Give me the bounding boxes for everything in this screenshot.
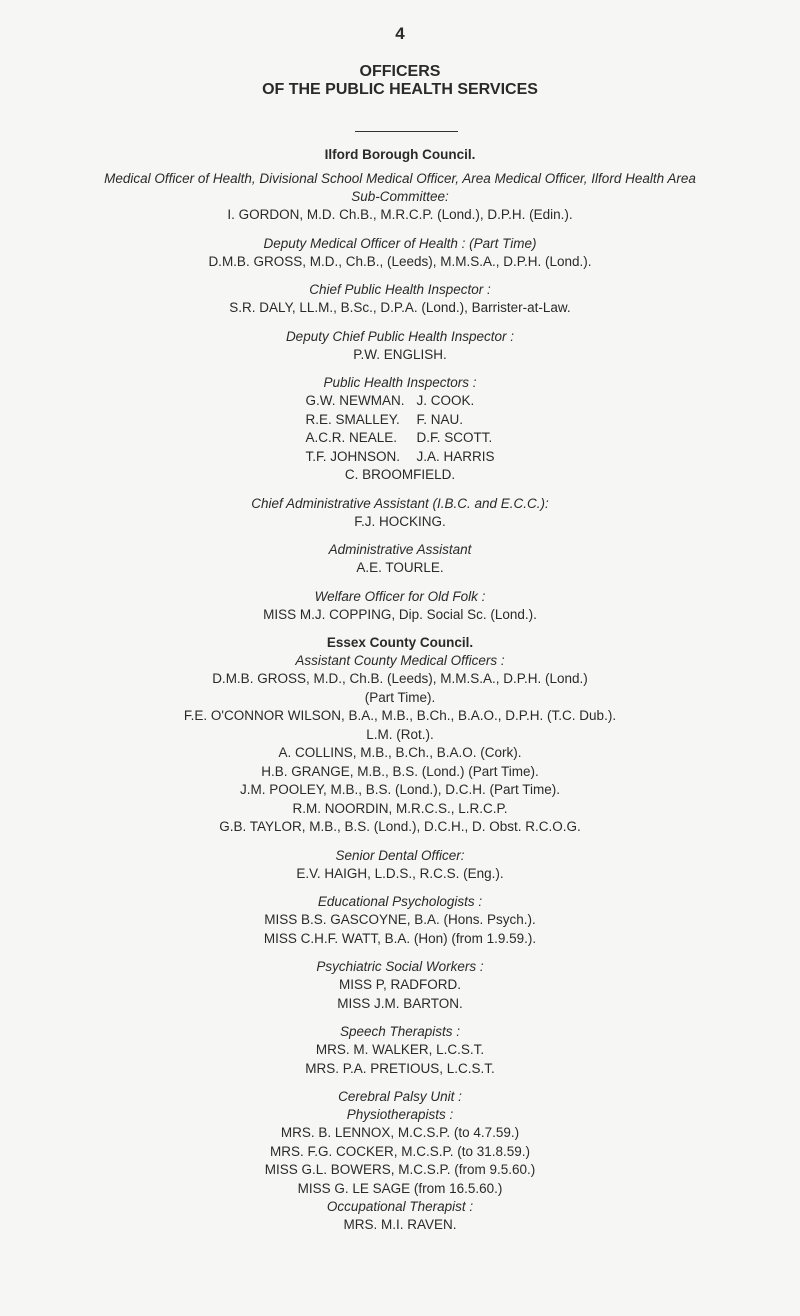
psw-section: [0, 958, 800, 1013]
cphi-name: S.R. DALY, LL.M., B.Sc., D.P.A. (Lond.), Barrister-at-Law.: [229, 300, 571, 315]
ot-name: MRS. M.I. RAVEN.: [343, 1217, 457, 1232]
ep-title: Educational Psychologists :: [317, 894, 483, 909]
cphi-title: Chief Public Health Inspector :: [309, 282, 491, 297]
ot-title: Occupational Therapist :: [326, 1199, 474, 1214]
page-heading: [0, 63, 800, 99]
moh-name: I. GORDON, M.D. Ch.B., M.R.C.P. (Lond.), D.P.H. (Edin.).: [227, 207, 573, 222]
dmoh-section: [0, 235, 800, 272]
phi-name-last: C. BROOMFIELD.: [344, 467, 456, 482]
ep-name: MISS B.S. GASCOYNE, B.A. (Hons. Psych.).: [264, 912, 536, 927]
phi-name: F. NAU.: [416, 411, 463, 427]
acmo-title: Assistant County Medical Officers :: [295, 653, 505, 668]
dmoh-name: D.M.B. GROSS, M.D., Ch.B., (Leeds), M.M.S.A., D.P.H. (Lond.).: [208, 253, 592, 269]
st-name: MRS. P.A. PRETIOUS, L.C.S.T.: [305, 1060, 495, 1076]
officers-list: [0, 146, 800, 1235]
caa-title: Chief Administrative Assistant (I.B.C. and E.C.C.):: [251, 495, 549, 511]
aa-title: Administrative Assistant: [328, 542, 472, 557]
sdo-name: E.V. HAIGH, L.D.S., R.C.S. (Eng.).: [296, 865, 504, 881]
phi-name: J. COOK.: [416, 393, 475, 408]
phi-name: R.E. SMALLEY.: [305, 411, 400, 427]
aa-section: [0, 541, 800, 578]
acmo-name: L.M. (Rot.).: [366, 726, 434, 742]
heading-line-1: OFFICERS: [359, 63, 441, 80]
heading-divider: [355, 131, 458, 132]
st-title: Speech Therapists :: [339, 1024, 461, 1039]
phi-name: T.F. JOHNSON.: [305, 448, 400, 464]
caa-name: F.J. HOCKING.: [354, 513, 446, 529]
essex-council-heading: Essex County Council.: [326, 635, 474, 650]
ilford-council-heading: Ilford Borough Council.: [324, 147, 476, 162]
dcphi-title: Deputy Chief Public Health Inspector :: [285, 328, 515, 344]
phi-section: [0, 374, 800, 485]
welfare-title: Welfare Officer for Old Folk :: [314, 588, 486, 604]
phi-name: A.C.R. NEALE.: [305, 430, 398, 445]
welfare-section: [0, 588, 800, 625]
welfare-name: MISS M.J. COPPING, Dip. Social Sc. (Lond.).: [263, 606, 537, 622]
phi-title: Public Health Inspectors :: [323, 375, 477, 390]
pt-name: MRS. F.G. COCKER, M.C.S.P. (to 31.8.59.): [269, 1143, 531, 1159]
aa-name: A.E. TOURLE.: [356, 560, 444, 575]
phi-name: J.A. HARRIS: [416, 448, 495, 464]
psw-name: MISS P, RADFORD.: [338, 977, 462, 992]
acmo-name: D.M.B. GROSS, M.D., Ch.B. (Leeds), M.M.S.A., D.P.H. (Lond.): [212, 671, 588, 686]
essex-section: [0, 634, 800, 837]
acmo-name: (Part Time).: [364, 689, 436, 705]
pt-name: MISS G.L. BOWERS, M.C.S.P. (from 9.5.60.): [264, 1162, 536, 1177]
pt-title: Physiotherapists :: [346, 1107, 454, 1122]
heading-line-2: OF THE PUBLIC HEALTH SERVICES: [262, 81, 538, 98]
cp-title: Cerebral Palsy Unit :: [338, 1089, 462, 1104]
st-name: MRS. M. WALKER, L.C.S.T.: [315, 1042, 485, 1057]
psw-title: Psychiatric Social Workers :: [316, 959, 484, 974]
phi-name: D.F. SCOTT.: [416, 430, 493, 445]
moh-section: [0, 170, 800, 225]
acmo-name: H.B. GRANGE, M.B., B.S. (Lond.) (Part Time).: [261, 763, 539, 779]
sdo-section: [0, 847, 800, 884]
page-number: 4: [395, 24, 405, 43]
ep-section: [0, 893, 800, 948]
dcphi-name: P.W. ENGLISH.: [353, 346, 447, 362]
st-section: [0, 1023, 800, 1078]
sdo-title: Senior Dental Officer:: [335, 847, 465, 863]
acmo-name: A. COLLINS, M.B., B.Ch., B.A.O. (Cork).: [278, 745, 522, 760]
dcphi-section: [0, 328, 800, 365]
acmo-name: G.B. TAYLOR, M.B., B.S. (Lond.), D.C.H., D. Obst. R.C.O.G.: [219, 819, 581, 834]
acmo-name: J.M. POOLEY, M.B., B.S. (Lond.), D.C.H. (Part Time).: [239, 782, 561, 797]
cp-section: [0, 1088, 800, 1235]
psw-name: MISS J.M. BARTON.: [337, 995, 463, 1011]
ep-name: MISS C.H.F. WATT, B.A. (Hon) (from 1.9.59.).: [263, 930, 537, 946]
moh-title: Medical Officer of Health, Divisional School Medical Officer, Area Medical Officer, Ilford Health Area Sub-Committee:: [104, 171, 696, 204]
phi-names-grid: [305, 392, 494, 466]
caa-section: [0, 495, 800, 532]
dmoh-title: Deputy Medical Officer of Health : (Part Time): [263, 235, 537, 251]
pt-name: MRS. B. LENNOX, M.C.S.P. (to 4.7.59.): [280, 1125, 520, 1140]
phi-name: G.W. NEWMAN.: [305, 393, 405, 408]
acmo-name: F.E. O'CONNOR WILSON, B.A., M.B., B.Ch., B.A.O., D.P.H. (T.C. Dub.).: [183, 708, 617, 723]
pt-name: MISS G. LE SAGE (from 16.5.60.): [297, 1180, 503, 1196]
acmo-name: R.M. NOORDIN, M.R.C.S., L.R.C.P.: [292, 800, 508, 816]
cphi-section: [0, 281, 800, 318]
